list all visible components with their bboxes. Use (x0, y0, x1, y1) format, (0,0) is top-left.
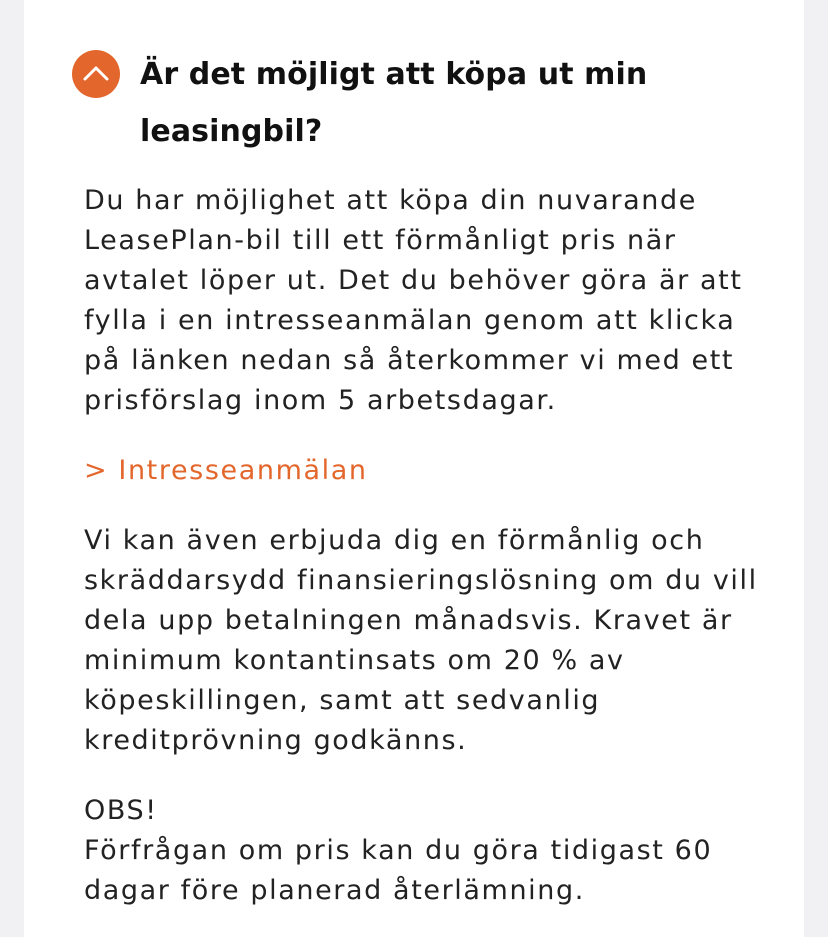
faq-question[interactable]: Är det möjligt att köpa ut min leasingbil? (140, 57, 648, 149)
answer-paragraph-1: Du har möjlighet att köpa din nuvarande LeasePlan-bil till ett förmånligt pris när avtalet löper ut. Det du behöver göra är att fylla i en intresseanmälan genom att klicka på länken nedan så återkommer vi med ett prisförslag inom 5 arbetsdagar. (84, 185, 743, 416)
collapse-toggle-button[interactable] (72, 50, 120, 98)
note-heading: OBS! (84, 795, 158, 826)
faq-answer (84, 181, 774, 911)
intresseanmalan-link[interactable]: > Intresseanmälan (84, 455, 368, 486)
answer-paragraph-2: Vi kan även erbjuda dig en förmånlig och skräddarsydd finansieringslösning om du vill dela upp betalningen månadsvis. Kravet är minimum kontantinsats om 20 % av köpeskillingen, samt att sedvanlig kreditprövning godkänns. (84, 525, 758, 756)
faq-card (24, 0, 804, 937)
note-text: Förfrågan om pris kan du göra tidigast 60 dagar före planerad återlämning. (84, 835, 713, 906)
chevron-up-icon (82, 62, 110, 84)
